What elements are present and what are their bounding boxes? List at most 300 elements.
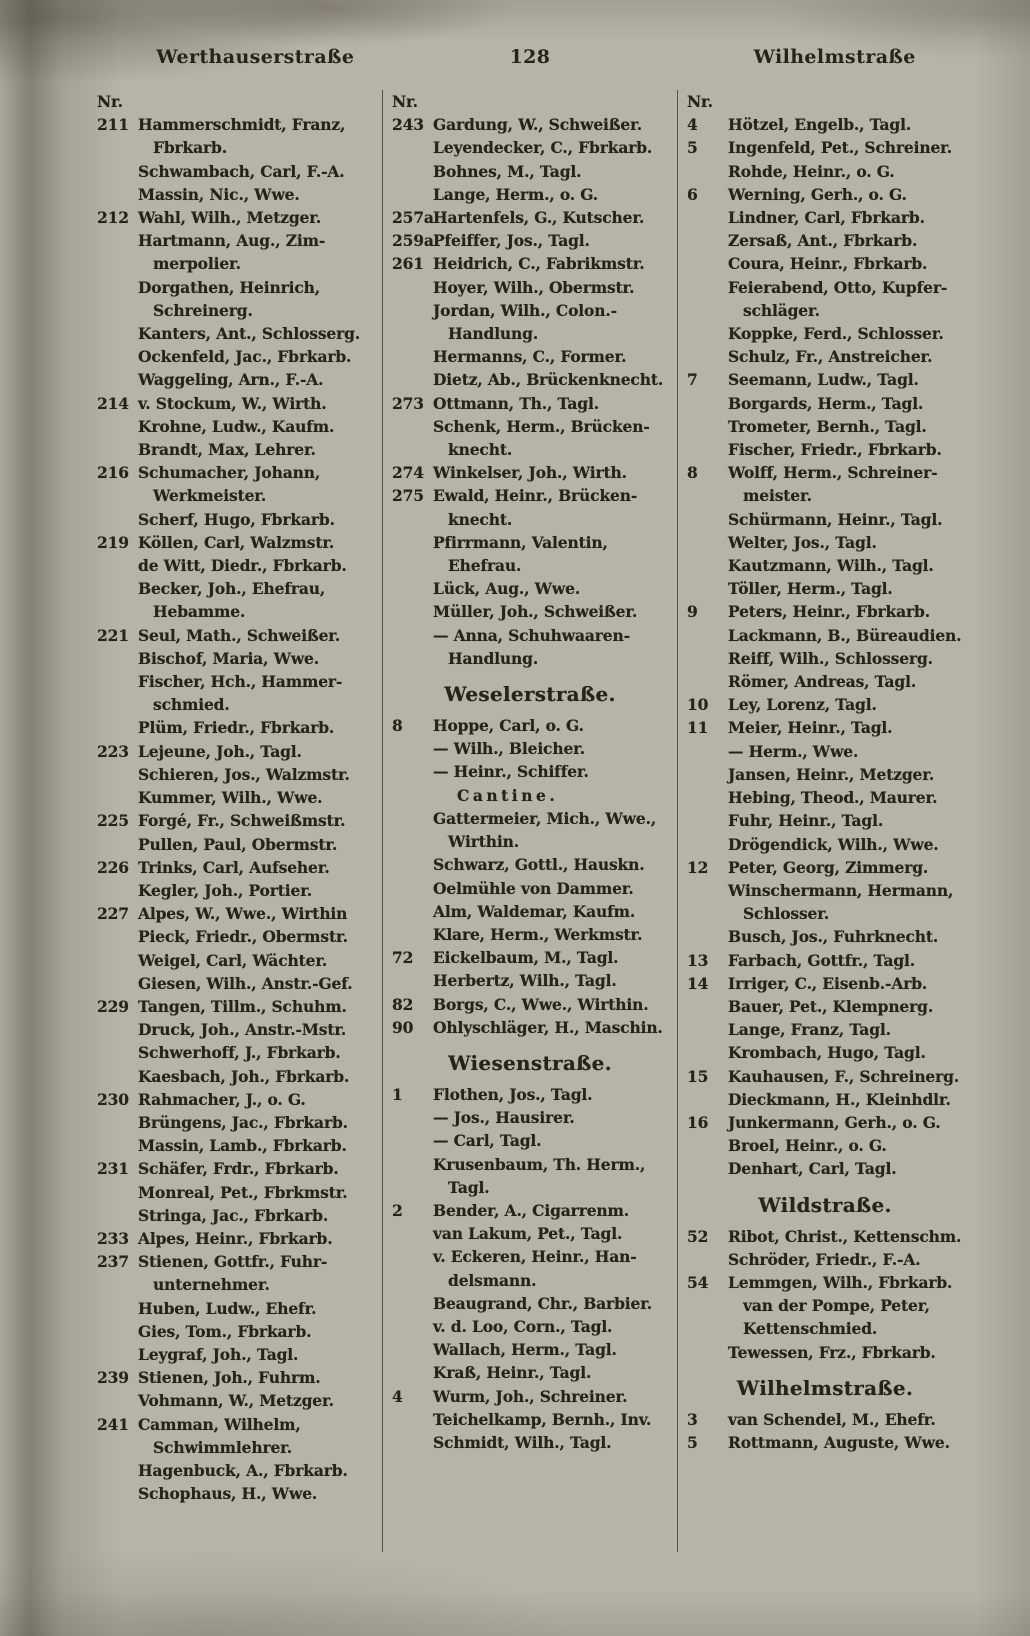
house-number: 2 [392, 1200, 403, 1220]
entry-line: Schwambach, Carl, F.-A. [138, 161, 345, 181]
entry-line: van der Pompe, Peter, [743, 1296, 930, 1316]
entry-text [728, 577, 966, 600]
entry-line: Kanters, Ant., Schlosserg. [138, 324, 361, 344]
entry-line: — Jos., Hausirer. [433, 1108, 575, 1128]
entry-text [138, 1227, 376, 1250]
entry-text [728, 368, 966, 391]
entry-text [138, 1343, 376, 1366]
entry-line: Klare, Herm., Werkmstr. [433, 924, 643, 944]
entry-line: meister. [743, 486, 812, 506]
entry-line: Denhart, Carl, Tagl. [728, 1159, 897, 1179]
entry-text [728, 438, 966, 461]
entry-text [728, 508, 966, 531]
entry-line: v. Stockum, W., Wirth. [138, 393, 327, 413]
entry-text [433, 392, 671, 415]
directory-entry [684, 856, 966, 879]
directory-entry [94, 1065, 376, 1088]
directory-entry [94, 856, 376, 879]
house-number: 6 [687, 184, 698, 204]
entry-text [433, 299, 671, 345]
entry-line: Wolff, Herm., Schreiner- [728, 463, 938, 483]
house-number: 211 [97, 115, 129, 135]
entry-line: v. Eckeren, Heinr., Han- [433, 1247, 637, 1267]
entry-text [728, 554, 966, 577]
directory-entry [94, 972, 376, 995]
directory-entry [684, 624, 966, 647]
directory-entry [94, 438, 376, 461]
entry-text [728, 763, 966, 786]
house-number: 212 [97, 208, 129, 228]
entry-line: Ockenfeld, Jac., Fbrkarb. [138, 347, 352, 367]
entry-line: Massin, Nic., Wwe. [138, 184, 300, 204]
entry-line: Lejeune, Joh., Tagl. [138, 741, 302, 761]
entry-text [138, 322, 376, 345]
directory-entry [389, 1129, 671, 1152]
house-number: 257a [392, 208, 434, 228]
house-number: 72 [392, 948, 414, 968]
entry-text [433, 1408, 671, 1431]
directory-entry [94, 809, 376, 832]
entry-line: Hebamme. [153, 602, 246, 622]
directory-entry [389, 1431, 671, 1454]
directory-entry [389, 853, 671, 876]
house-number: 259a [392, 231, 434, 251]
entry-text [433, 600, 671, 623]
directory-entry [94, 1413, 376, 1459]
house-number: 15 [687, 1066, 709, 1086]
directory-entry [684, 113, 966, 136]
column-1 [88, 90, 382, 1552]
entry-line: Pullen, Paul, Obermstr. [138, 834, 338, 854]
entry-line: schmied. [153, 695, 230, 715]
entry-line: Brüngens, Jac., Fbrkarb. [138, 1112, 348, 1132]
entry-line: Kettenschmied. [743, 1319, 878, 1339]
entry-text [433, 484, 671, 530]
entry-line: Tewessen, Frz., Fbrkarb. [728, 1342, 936, 1362]
directory-entry [94, 1482, 376, 1505]
directory-entry [684, 183, 966, 206]
entry-line: — Anna, Schuhwaaren- [433, 625, 630, 645]
directory-entry [389, 252, 671, 275]
entry-line: Hagenbuck, A., Fbrkarb. [138, 1460, 348, 1480]
entry-line: Ribot, Christ., Kettenschm. [728, 1226, 962, 1246]
entry-line: Bischof, Maria, Wwe. [138, 648, 319, 668]
directory-entry [389, 276, 671, 299]
entry-line: Hartmann, Aug., Zim- [138, 231, 326, 251]
directory-entry [389, 737, 671, 760]
entry-text [433, 461, 671, 484]
entry-text [138, 670, 376, 716]
directory-entry [684, 136, 966, 159]
directory-entry [684, 1018, 966, 1041]
entry-text [433, 113, 671, 136]
directory-entry [94, 368, 376, 391]
entry-text [138, 1065, 376, 1088]
directory-entry [389, 461, 671, 484]
entry-line: Drögendick, Wilh., Wwe. [728, 834, 939, 854]
house-number: 11 [687, 718, 709, 738]
entry-text [728, 1041, 966, 1064]
house-number: 214 [97, 393, 129, 413]
entry-line: Feierabend, Otto, Kupfer- [728, 277, 948, 297]
entry-line: Schulz, Fr., Anstreicher. [728, 347, 933, 367]
directory-entry [684, 972, 966, 995]
directory-entry [389, 392, 671, 415]
directory-entry [94, 1389, 376, 1412]
directory-entry [94, 740, 376, 763]
entry-text [728, 693, 966, 716]
directory-entry [389, 900, 671, 923]
entry-text [728, 461, 966, 507]
entry-line: Schwimmlehrer. [153, 1437, 293, 1457]
entry-line: Schophaus, H., Wwe. [138, 1484, 318, 1504]
entry-line: Dietz, Ab., Brückenknecht. [433, 370, 664, 390]
directory-entry [94, 716, 376, 739]
entry-text [728, 670, 966, 693]
entry-line: Becker, Joh., Ehefrau, [138, 579, 326, 599]
entry-line: Farbach, Gottfr., Tagl. [728, 950, 916, 970]
entry-text [433, 160, 671, 183]
entry-text [728, 276, 966, 322]
entry-line: Gardung, W., Schweißer. [433, 115, 642, 135]
entry-text [728, 1134, 966, 1157]
entry-line: Schwarz, Gottl., Hauskn. [433, 855, 645, 875]
entry-line: Lück, Aug., Wwe. [433, 579, 581, 599]
directory-entry [94, 1250, 376, 1296]
entry-line: Monreal, Pet., Fbrkmstr. [138, 1182, 348, 1202]
house-number: 233 [97, 1228, 129, 1248]
entry-text [728, 1431, 966, 1454]
entry-text [433, 969, 671, 992]
entry-line: Tagl. [448, 1177, 490, 1197]
house-number: 219 [97, 532, 129, 552]
entry-line: Schieren, Jos., Walzmstr. [138, 764, 350, 784]
house-number: 237 [97, 1252, 129, 1272]
directory-entry [94, 1018, 376, 1041]
house-number: 14 [687, 973, 709, 993]
entry-line: Welter, Jos., Tagl. [728, 532, 877, 552]
directory-entry [684, 276, 966, 322]
directory-entry [389, 714, 671, 737]
directory-entry [389, 923, 671, 946]
street-heading: Wildstraße. [758, 1192, 892, 1217]
directory-entry [684, 345, 966, 368]
entry-line: Fbrkarb. [153, 138, 227, 158]
entry-text [138, 577, 376, 623]
entry-text [138, 1018, 376, 1041]
entry-line: Huben, Ludw., Ehefr. [138, 1298, 317, 1318]
entry-line: Scherf, Hugo, Fbrkarb. [138, 509, 335, 529]
directory-entry [94, 647, 376, 670]
header-left-street-title: Werthauserstraße [156, 46, 355, 68]
entry-text [433, 877, 671, 900]
house-number: 4 [687, 115, 698, 135]
house-number: 7 [687, 370, 698, 390]
entry-text [138, 1320, 376, 1343]
entry-line: Kraß, Heinr., Tagl. [433, 1363, 592, 1383]
entry-text [728, 833, 966, 856]
entry-text [138, 113, 376, 159]
directory-entry [94, 554, 376, 577]
directory-entry [684, 252, 966, 275]
entry-text [433, 252, 671, 275]
entry-text [138, 1250, 376, 1296]
directory-entry [94, 949, 376, 972]
entry-text [728, 160, 966, 183]
entry-line: Krusenbaum, Th. Herm., [433, 1154, 646, 1174]
house-number: 227 [97, 904, 129, 924]
entry-line: van Schendel, M., Ehefr. [728, 1409, 936, 1429]
directory-entry [94, 925, 376, 948]
entry-text [433, 1315, 671, 1338]
column-3 [677, 90, 972, 1552]
entry-text [433, 737, 671, 760]
entry-text [433, 1129, 671, 1152]
directory-entry [389, 1315, 671, 1338]
entry-text [138, 809, 376, 832]
directory-entry [684, 392, 966, 415]
entry-line: merpolier. [153, 254, 241, 274]
entry-line: Beaugrand, Chr., Barbier. [433, 1293, 653, 1313]
entry-line: Eickelbaum, M., Tagl. [433, 948, 619, 968]
directory-entry [684, 716, 966, 739]
entry-text [433, 1385, 671, 1408]
entry-line: Junkermann, Gerh., o. G. [728, 1112, 941, 1132]
entry-text [728, 995, 966, 1018]
directory-entry [389, 1083, 671, 1106]
directory-entry [389, 807, 671, 853]
directory-entry [94, 879, 376, 902]
house-number: 273 [392, 393, 424, 413]
entry-text [728, 113, 966, 136]
directory-entry [389, 183, 671, 206]
directory-entry [684, 600, 966, 623]
entry-line: Römer, Andreas, Tagl. [728, 672, 917, 692]
directory-entry [684, 647, 966, 670]
directory-entry [389, 1222, 671, 1245]
entry-line: Werning, Gerh., o. G. [728, 184, 907, 204]
directory-entry [684, 1248, 966, 1271]
directory-entry [389, 993, 671, 1016]
entry-text [138, 786, 376, 809]
directory-entry [684, 229, 966, 252]
directory-entry [94, 1227, 376, 1250]
entry-text [728, 1111, 966, 1134]
directory-entry [389, 484, 671, 530]
directory-entry [684, 415, 966, 438]
entry-line: de Witt, Diedr., Fbrkarb. [138, 556, 347, 576]
entry-text [138, 1041, 376, 1064]
directory-entry [389, 1292, 671, 1315]
directory-entry [94, 624, 376, 647]
entry-line: Irriger, C., Eisenb.-Arb. [728, 973, 928, 993]
directory-entry [94, 1111, 376, 1134]
entry-text [138, 925, 376, 948]
entry-line: Hoyer, Wilh., Obermstr. [433, 277, 635, 297]
directory-entry [684, 786, 966, 809]
entry-text [138, 856, 376, 879]
entry-text [433, 900, 671, 923]
entry-text [728, 786, 966, 809]
entry-line: Fischer, Friedr., Fbrkarb. [728, 440, 942, 460]
entry-line: Jansen, Heinr., Metzger. [728, 764, 935, 784]
entry-line: Lemmgen, Wilh., Fbrkarb. [728, 1272, 953, 1292]
entry-line: Leyendecker, C., Fbrkarb. [433, 138, 653, 158]
entry-line: Giesen, Wilh., Anstr.-Gef. [138, 973, 353, 993]
directory-entry [389, 345, 671, 368]
entry-text [433, 760, 671, 783]
entry-text [433, 206, 671, 229]
entry-line: Druck, Joh., Anstr.-Mstr. [138, 1020, 347, 1040]
entry-line: Hebing, Theod., Maurer. [728, 788, 938, 808]
entry-text [728, 531, 966, 554]
entry-line: Müller, Joh., Schweißer. [433, 602, 638, 622]
entry-text [433, 784, 671, 807]
street-heading: Wiesenstraße. [448, 1050, 612, 1075]
entry-text [433, 1199, 671, 1222]
house-number: 241 [97, 1414, 129, 1434]
directory-entry [94, 113, 376, 159]
entry-line: Hammerschmidt, Franz, [138, 115, 346, 135]
directory-entry [94, 322, 376, 345]
entry-line: Ingenfeld, Pet., Schreiner. [728, 138, 953, 158]
entry-line: Seul, Math., Schweißer. [138, 625, 341, 645]
entry-line: v. d. Loo, Corn., Tagl. [433, 1316, 613, 1336]
house-number: 230 [97, 1089, 129, 1109]
entry-text [138, 415, 376, 438]
page-header [88, 46, 972, 68]
entry-text [728, 1018, 966, 1041]
entry-text [433, 229, 671, 252]
entry-text [728, 809, 966, 832]
entry-line: Heidrich, C., Fabrikmstr. [433, 254, 645, 274]
entry-line: Fuhr, Heinr., Tagl. [728, 811, 884, 831]
directory-entry [684, 577, 966, 600]
directory-entry [389, 299, 671, 345]
entry-line: Ottmann, Th., Tagl. [433, 393, 599, 413]
entry-line: Hoppe, Carl, o. G. [433, 716, 584, 736]
entry-line: Kummer, Wilh., Wwe. [138, 788, 323, 808]
entry-line: Vohmann, W., Metzger. [138, 1391, 334, 1411]
entry-text [138, 949, 376, 972]
entry-text [138, 183, 376, 206]
entry-text [728, 136, 966, 159]
directory-entry [684, 461, 966, 507]
entry-text [138, 438, 376, 461]
house-number: 275 [392, 486, 424, 506]
directory-entry [684, 1111, 966, 1134]
nr-column-label: Nr. [97, 92, 123, 111]
entry-line: Schürmann, Heinr., Tagl. [728, 509, 943, 529]
directory-entry [389, 877, 671, 900]
directory-entry [684, 1041, 966, 1064]
entry-line: Krohne, Ludw., Kaufm. [138, 416, 335, 436]
entry-line: Trinks, Carl, Aufseher. [138, 857, 330, 877]
entry-line: Koppke, Ferd., Schlosser. [728, 324, 944, 344]
directory-entry [389, 760, 671, 783]
entry-line: Hartenfels, G., Kutscher. [433, 208, 645, 228]
entry-line: Waggeling, Arn., F.-A. [138, 370, 324, 390]
entry-line: Wahl, Wilh., Metzger. [138, 208, 322, 228]
entry-text [138, 624, 376, 647]
house-number: 1 [392, 1084, 403, 1104]
entry-line: van Lakum, Pet., Tagl. [433, 1224, 623, 1244]
entry-line: Ewald, Heinr., Brücken- [433, 486, 638, 506]
entry-line: Flothen, Jos., Tagl. [433, 1084, 593, 1104]
nr-column-label: Nr. [687, 92, 713, 111]
entry-line: Rahmacher, J., o. G. [138, 1089, 306, 1109]
directory-entry [94, 1204, 376, 1227]
entry-text [138, 508, 376, 531]
entry-text [433, 1083, 671, 1106]
directory-entry [684, 1271, 966, 1341]
entry-text [433, 415, 671, 461]
directory-entry [684, 949, 966, 972]
entry-line: Hermanns, C., Former. [433, 347, 627, 367]
directory-entry [684, 1225, 966, 1248]
entry-line: — Wilh., Bleicher. [433, 739, 586, 759]
directory-entry [389, 1338, 671, 1361]
entry-line: Schlosser. [743, 904, 830, 924]
entry-text [138, 902, 376, 925]
entry-text [433, 136, 671, 159]
entry-line: Borgards, Herm., Tagl. [728, 393, 924, 413]
entry-line: Handlung. [448, 648, 539, 668]
directory-entry [389, 969, 671, 992]
directory-entry [389, 600, 671, 623]
house-number: 13 [687, 950, 709, 970]
entry-line: Lange, Franz, Tagl. [728, 1020, 891, 1040]
entry-line: Kauhausen, F., Schreinerg. [728, 1066, 960, 1086]
directory-entry [684, 368, 966, 391]
entry-line: Borgs, C., Wwe., Wirthin. [433, 994, 649, 1014]
house-number: 231 [97, 1159, 129, 1179]
entry-text [728, 600, 966, 623]
entry-text [138, 1134, 376, 1157]
directory-entry [389, 415, 671, 461]
directory-entry [94, 995, 376, 1018]
entry-text [138, 1366, 376, 1389]
directory-entry [389, 784, 671, 807]
directory-entry [94, 1459, 376, 1482]
entry-text [728, 1225, 966, 1248]
entry-line: unternehmer. [153, 1275, 270, 1295]
entry-line: Ohlyschläger, H., Maschin. [433, 1017, 663, 1037]
entry-line: Oelmühle von Dammer. [433, 878, 634, 898]
entry-text [728, 1065, 966, 1088]
column-2 [382, 90, 677, 1552]
house-number: 274 [392, 463, 424, 483]
entry-text [138, 1413, 376, 1459]
entry-line: Meier, Heinr., Tagl. [728, 718, 893, 738]
entry-line: Peters, Heinr., Fbrkarb. [728, 602, 930, 622]
directory-entry [94, 1320, 376, 1343]
directory-entry [94, 392, 376, 415]
entry-line: Alm, Waldemar, Kaufm. [433, 901, 636, 921]
entry-text [433, 1245, 671, 1291]
house-number: 5 [687, 138, 698, 158]
entry-text [138, 1459, 376, 1482]
entry-line: Weigel, Carl, Wächter. [138, 950, 328, 970]
directory-entry [684, 206, 966, 229]
entry-text [433, 1222, 671, 1245]
entry-text [728, 972, 966, 995]
entry-line: Camman, Wilhelm, [138, 1414, 301, 1434]
entry-line: Jordan, Wilh., Colon.- [433, 300, 617, 320]
directory-entry [684, 1134, 966, 1157]
directory-entry [684, 1341, 966, 1364]
directory-entry [94, 508, 376, 531]
